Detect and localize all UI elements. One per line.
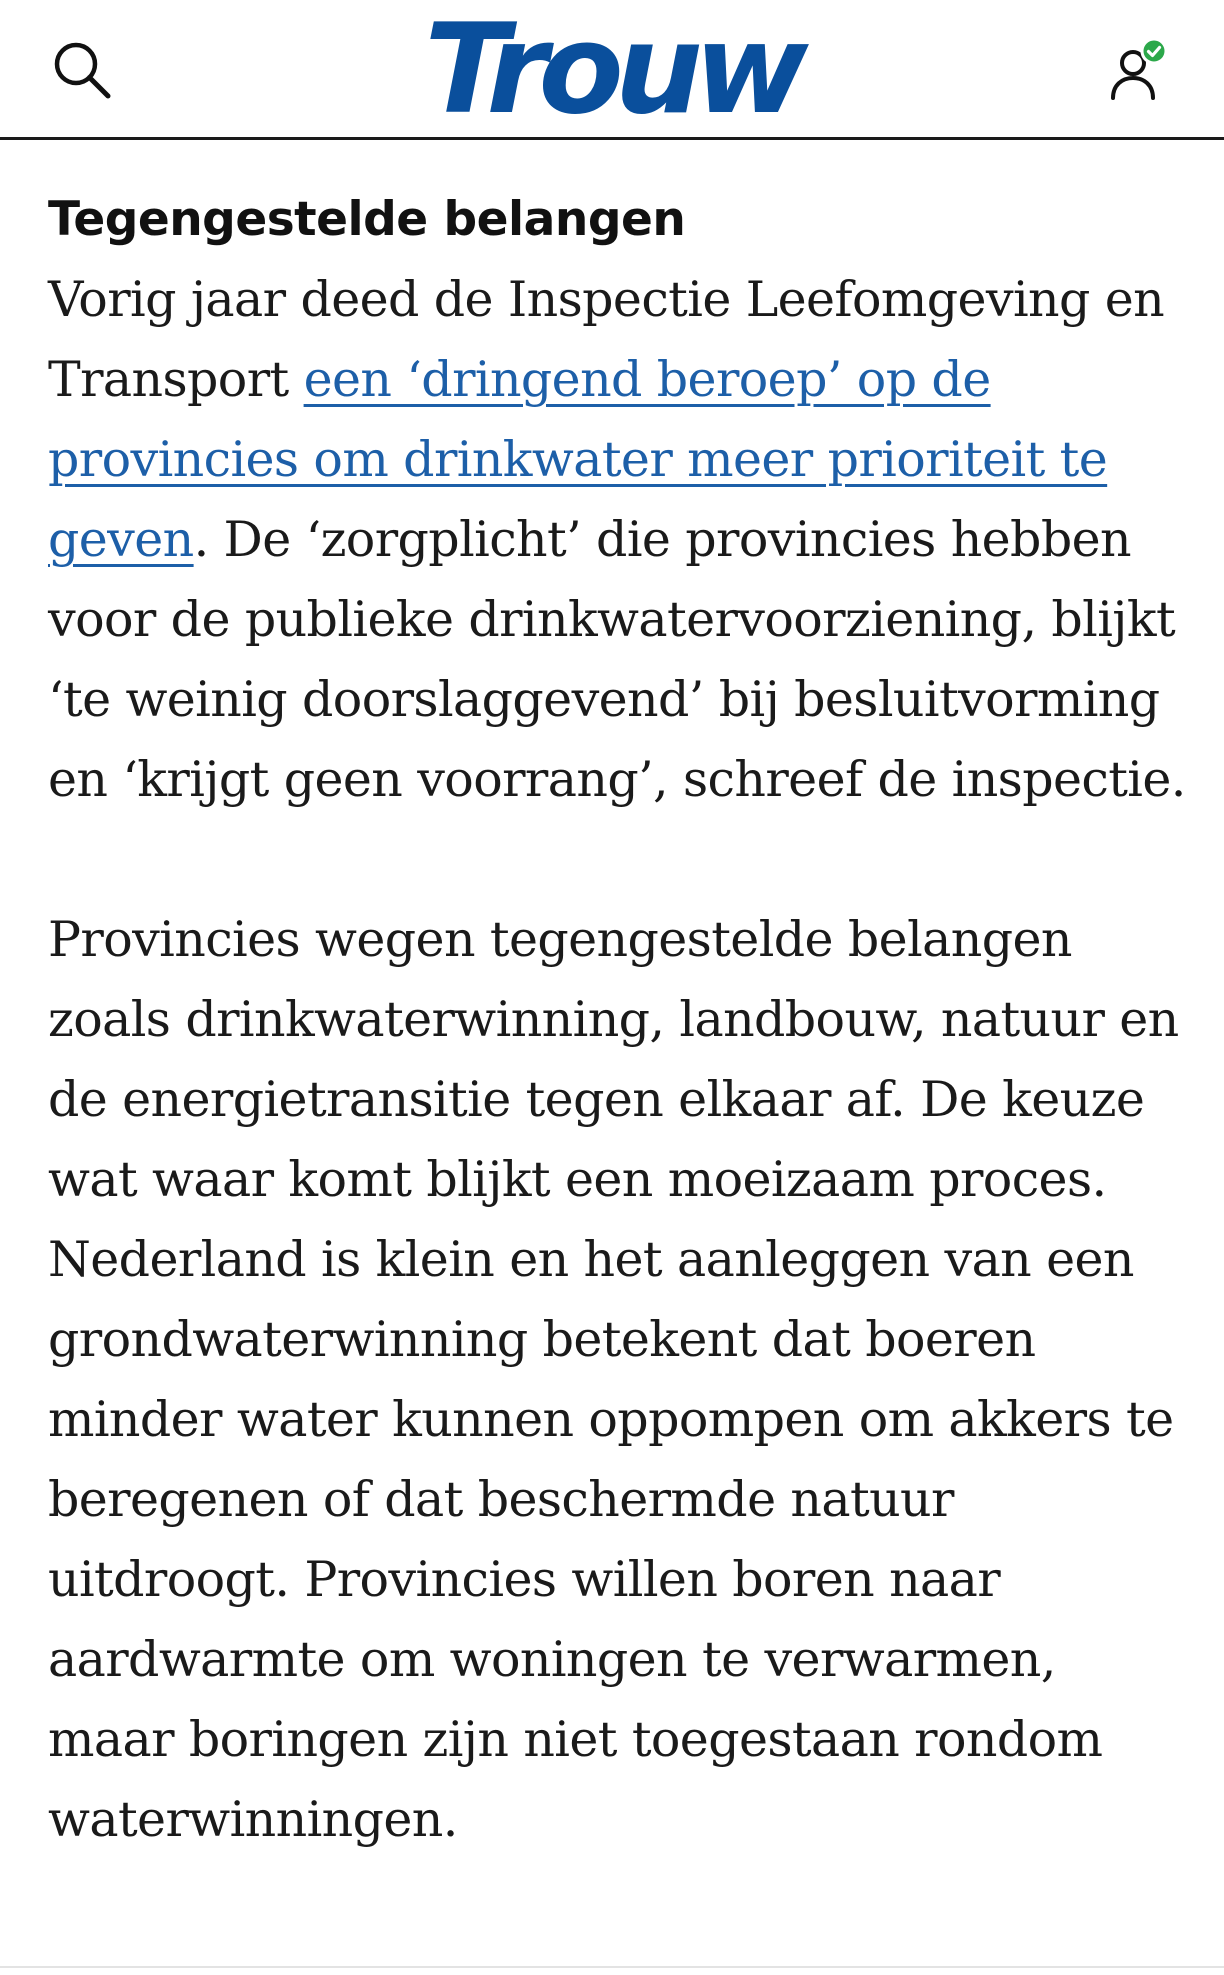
trouw-logo[interactable]: Trouw (424, 0, 800, 142)
divider (0, 1966, 1224, 1968)
checkmark-badge-icon (1142, 39, 1166, 63)
article-body (48, 180, 1188, 1860)
search-button[interactable] (42, 30, 122, 110)
site-header (0, 0, 1224, 140)
article-paragraph-2: Provincies wegen tegengestelde belangen zoals drinkwaterwinning, landbouw, natuur en de energietransitie tegen elkaar af. De keuze wat waar komt blijkt een moeizaam proces. Nederland is klein en het aanleggen van een grondwaterwinning betekent dat boeren minder water kunnen oppompen om akkers te beregenen of dat beschermde natuur uitdroogt. Provincies willen boren naar aardwarmte om woningen te verwarmen, maar boringen zijn niet toegestaan rondom waterwinningen. (48, 911, 1179, 1848)
account-button[interactable] (1098, 30, 1178, 110)
article-paragraph-1 (48, 260, 1188, 820)
paragraph-text: . De ‘zorgplicht’ die provincies hebben voor de publieke drinkwatervoorziening, blijkt ‘te weinig doorslaggevend’ bij besluitvorming en ‘krijgt geen voorrang’, schreef de inspectie. (48, 511, 1186, 808)
paragraph-text: Vorig jaar deed de Inspectie Leefomgeving en Transport (48, 271, 1165, 408)
section-heading: Tegengestelde belangen (48, 192, 686, 247)
search-icon (51, 39, 113, 101)
inline-article-link[interactable]: een ‘dringend beroep’ op de provincies om drinkwater meer prioriteit te geven (48, 351, 1108, 568)
user-account-icon (1107, 36, 1169, 104)
